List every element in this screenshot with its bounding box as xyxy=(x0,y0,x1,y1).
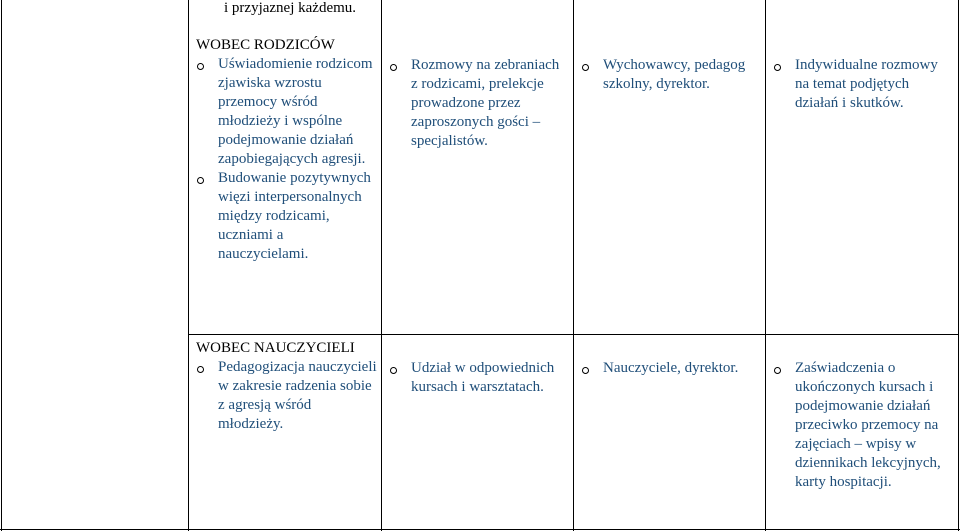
parents-heading: WOBEC RODZICÓW xyxy=(196,37,335,53)
table-border-right xyxy=(958,0,959,531)
list-item: Budowanie pozytywnych więzi interpersonalnych między rodzicami, uczniami a nauczycielami. xyxy=(196,169,376,264)
table-border-col3 xyxy=(573,0,574,531)
table-row-divider xyxy=(188,334,959,335)
list-item: Uświadomienie rodzicom zjawiska wzrostu przemocy wśród młodzieży i wspólne podejmowanie działań zapobiegających agresji. xyxy=(196,55,376,169)
list-item: Nauczyciele, dyrektor. xyxy=(581,359,759,378)
table-border-left xyxy=(188,0,189,531)
teachers-evaluation-list xyxy=(773,359,955,492)
page-border-left xyxy=(1,0,2,531)
teachers-forms-cell xyxy=(389,359,569,397)
list-item: Zaświadczenia o ukończonych kursach i podejmowanie działań przeciwko przemocy na zajęciach – wpisy w dziennikach lekcyjnych, karty hospitacji. xyxy=(773,359,955,492)
list-item: Rozmowy na zebraniach z rodzicami, prelekcje prowadzone przez zaproszonych gości – specjalistów. xyxy=(389,56,564,151)
list-item: Indywidualne rozmowy na temat podjętych działań i skutków. xyxy=(773,56,955,113)
teachers-responsible-list xyxy=(581,359,759,378)
table-border-col4 xyxy=(765,0,766,531)
parents-responsible-cell xyxy=(581,56,759,94)
teachers-heading: WOBEC NAUCZYCIELI xyxy=(196,340,355,356)
parents-tasks-cell xyxy=(196,36,376,264)
parents-responsible-list xyxy=(581,56,759,94)
teachers-task-list xyxy=(196,358,379,434)
list-item: Pedagogizacja nauczycieli w zakresie radzenia sobie z agresją wśród młodzieży. xyxy=(196,358,379,434)
parents-forms-cell xyxy=(389,56,564,151)
parents-forms-list xyxy=(389,56,564,151)
parents-evaluation-list xyxy=(773,56,955,113)
parents-evaluation-cell xyxy=(773,56,955,113)
teachers-forms-list xyxy=(389,359,569,397)
parents-task-list xyxy=(196,55,376,264)
teachers-responsible-cell xyxy=(581,359,759,378)
table-border-col2 xyxy=(381,0,382,531)
teachers-tasks-cell xyxy=(196,339,379,434)
table-border-bottom xyxy=(0,529,960,530)
teachers-evaluation-cell xyxy=(773,359,955,492)
intro-text: i przyjaznej każdemu. xyxy=(224,0,357,16)
list-item: Wychowawcy, pedagog szkolny, dyrektor. xyxy=(581,56,759,94)
list-item: Udział w odpowiednich kursach i warsztatach. xyxy=(389,359,569,397)
